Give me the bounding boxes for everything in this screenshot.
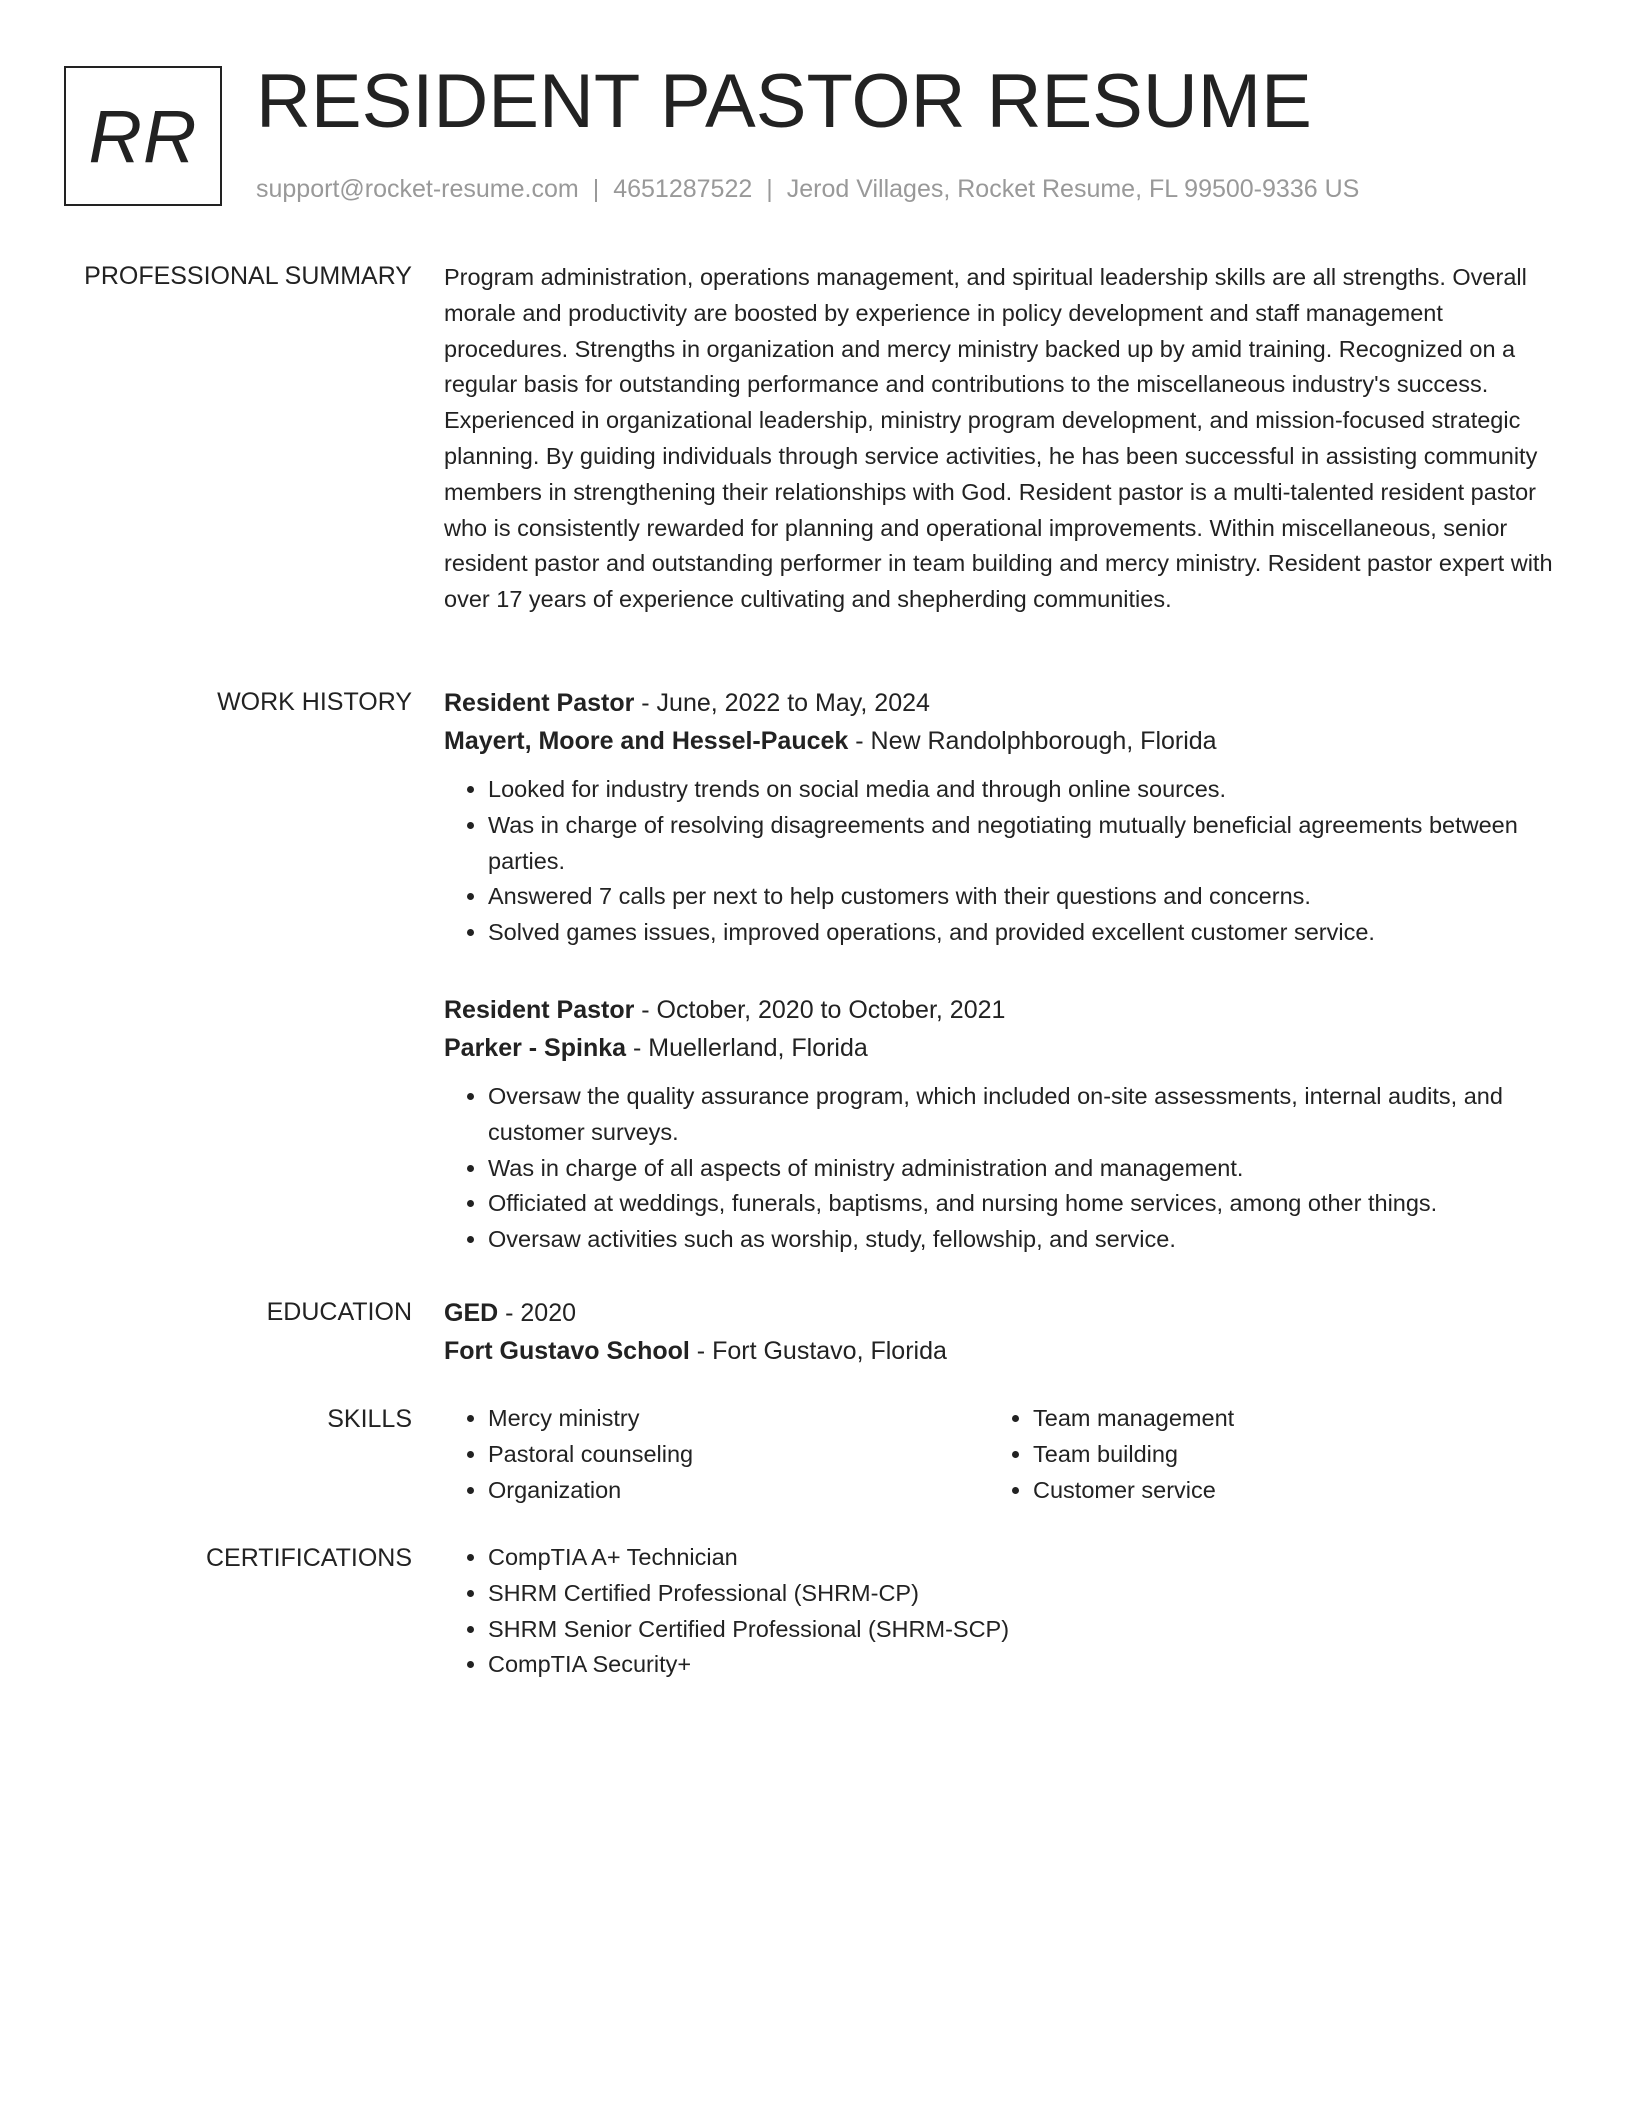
job-title: Resident Pastor: [444, 689, 635, 717]
job-location: - Muellerland, Florida: [626, 1033, 868, 1062]
contact-separator: |: [766, 175, 773, 203]
skills-grid: [444, 1401, 1554, 1508]
job-company-line: [444, 722, 1554, 760]
certification-item: • CompTIA Security+: [488, 1647, 1554, 1683]
job-bullet: • Was in charge of resolving disagreements and negotiating mutually beneficial agreements between parties.: [488, 808, 1554, 880]
section-label-education: EDUCATION: [266, 1298, 412, 1326]
section-label-summary: PROFESSIONAL SUMMARY: [84, 262, 412, 290]
section-label-skills: SKILLS: [327, 1405, 412, 1433]
job-title-line: [444, 991, 1554, 1029]
summary-text: Program administration, operations management, and spiritual leadership skills are all strengths. Overall morale and productivity are boosted by experience in policy development and staff management procedures. Strengths in organization and mercy ministry backed up by amid training. Recognized on a regular basis for outstanding performance and contributions to the miscellaneous industry's success. Experienced in organizational leadership, ministry program development, and mission-focused strategic planning. By guiding individuals through service activities, he has been successful in assisting community members in strengthening their relationships with God. Resident pastor is a multi-talented resident pastor who is consistently rewarded for planning and operational improvements. Within miscellaneous, senior resident pastor and outstanding performer in team building and mercy ministry. Resident pastor expert with over 17 years of experience cultivating and shepherding communities.: [444, 264, 1553, 613]
summary-body: [444, 258, 1554, 618]
skill-item: • Pastoral counseling: [488, 1437, 989, 1473]
job-title-line: [444, 684, 1554, 722]
education-degree: GED: [444, 1299, 499, 1327]
skill-item: • Customer service: [1033, 1473, 1534, 1509]
resume-title: RESIDENT PASTOR RESUME: [256, 59, 1312, 144]
skill-item: • Team management: [1033, 1401, 1534, 1437]
skill-item: • Team building: [1033, 1437, 1534, 1473]
job-company: Parker - Spinka: [444, 1033, 627, 1062]
education-location: - Fort Gustavo, Florida: [689, 1337, 947, 1365]
monogram-logo: RR: [64, 66, 222, 206]
section-label-certifications: CERTIFICATIONS: [205, 1544, 412, 1572]
work-history-body: [444, 684, 1554, 1298]
skill-item: • Mercy ministry: [488, 1401, 989, 1437]
job-bullet: • Looked for industry trends on social media and through online sources.: [488, 772, 1554, 808]
contact-email[interactable]: support@rocket-resume.com: [256, 175, 579, 203]
job-bullet: • Officiated at weddings, funerals, baptisms, and nursing home services, among other things.: [488, 1186, 1554, 1222]
certifications-list: [444, 1540, 1554, 1683]
job-bullet: • Answered 7 calls per next to help customers with their questions and concerns.: [488, 879, 1554, 915]
contact-address: Jerod Villages, Rocket Resume, FL 99500-9336 US: [786, 175, 1360, 203]
contact-line: [256, 172, 1359, 206]
skills-column-left: [444, 1401, 989, 1508]
job-entry: [444, 991, 1554, 1258]
certification-item: • SHRM Certified Professional (SHRM-CP): [488, 1576, 1554, 1612]
job-bullets: [444, 772, 1554, 951]
education-degree-line: [444, 1294, 1554, 1332]
job-title: Resident Pastor: [444, 995, 635, 1024]
job-bullet: • Solved games issues, improved operations, and provided excellent customer service.: [488, 915, 1554, 951]
certifications-body: [444, 1540, 1554, 1683]
job-bullet: • Was in charge of all aspects of ministry administration and management.: [488, 1151, 1554, 1187]
skills-column-right: [989, 1401, 1534, 1508]
job-company: Mayert, Moore and Hessel-Paucek: [444, 727, 849, 755]
education-year: - 2020: [498, 1299, 577, 1327]
contact-phone[interactable]: 4651287522: [613, 175, 753, 203]
section-label-work-history: WORK HISTORY: [217, 688, 412, 716]
skill-item: • Organization: [488, 1473, 989, 1509]
certification-item: • SHRM Senior Certified Professional (SHRM-SCP): [488, 1612, 1554, 1648]
job-company-line: [444, 1029, 1554, 1067]
job-bullets: [444, 1079, 1554, 1258]
job-dates: - June, 2022 to May, 2024: [634, 689, 930, 717]
job-bullet: • Oversaw activities such as worship, study, fellowship, and service.: [488, 1222, 1554, 1258]
job-bullet: • Oversaw the quality assurance program, which included on-site assessments, internal audits, and customer surveys.: [488, 1079, 1554, 1151]
job-location: - New Randolphborough, Florida: [848, 727, 1217, 755]
education-school: Fort Gustavo School: [444, 1337, 690, 1365]
job-dates: - October, 2020 to October, 2021: [634, 995, 1006, 1024]
contact-separator: |: [592, 175, 600, 203]
education-body: [444, 1294, 1554, 1370]
education-school-line: [444, 1332, 1554, 1370]
skills-body: [444, 1401, 1554, 1508]
certification-item: • CompTIA A+ Technician: [488, 1540, 1554, 1576]
job-entry: [444, 684, 1554, 951]
